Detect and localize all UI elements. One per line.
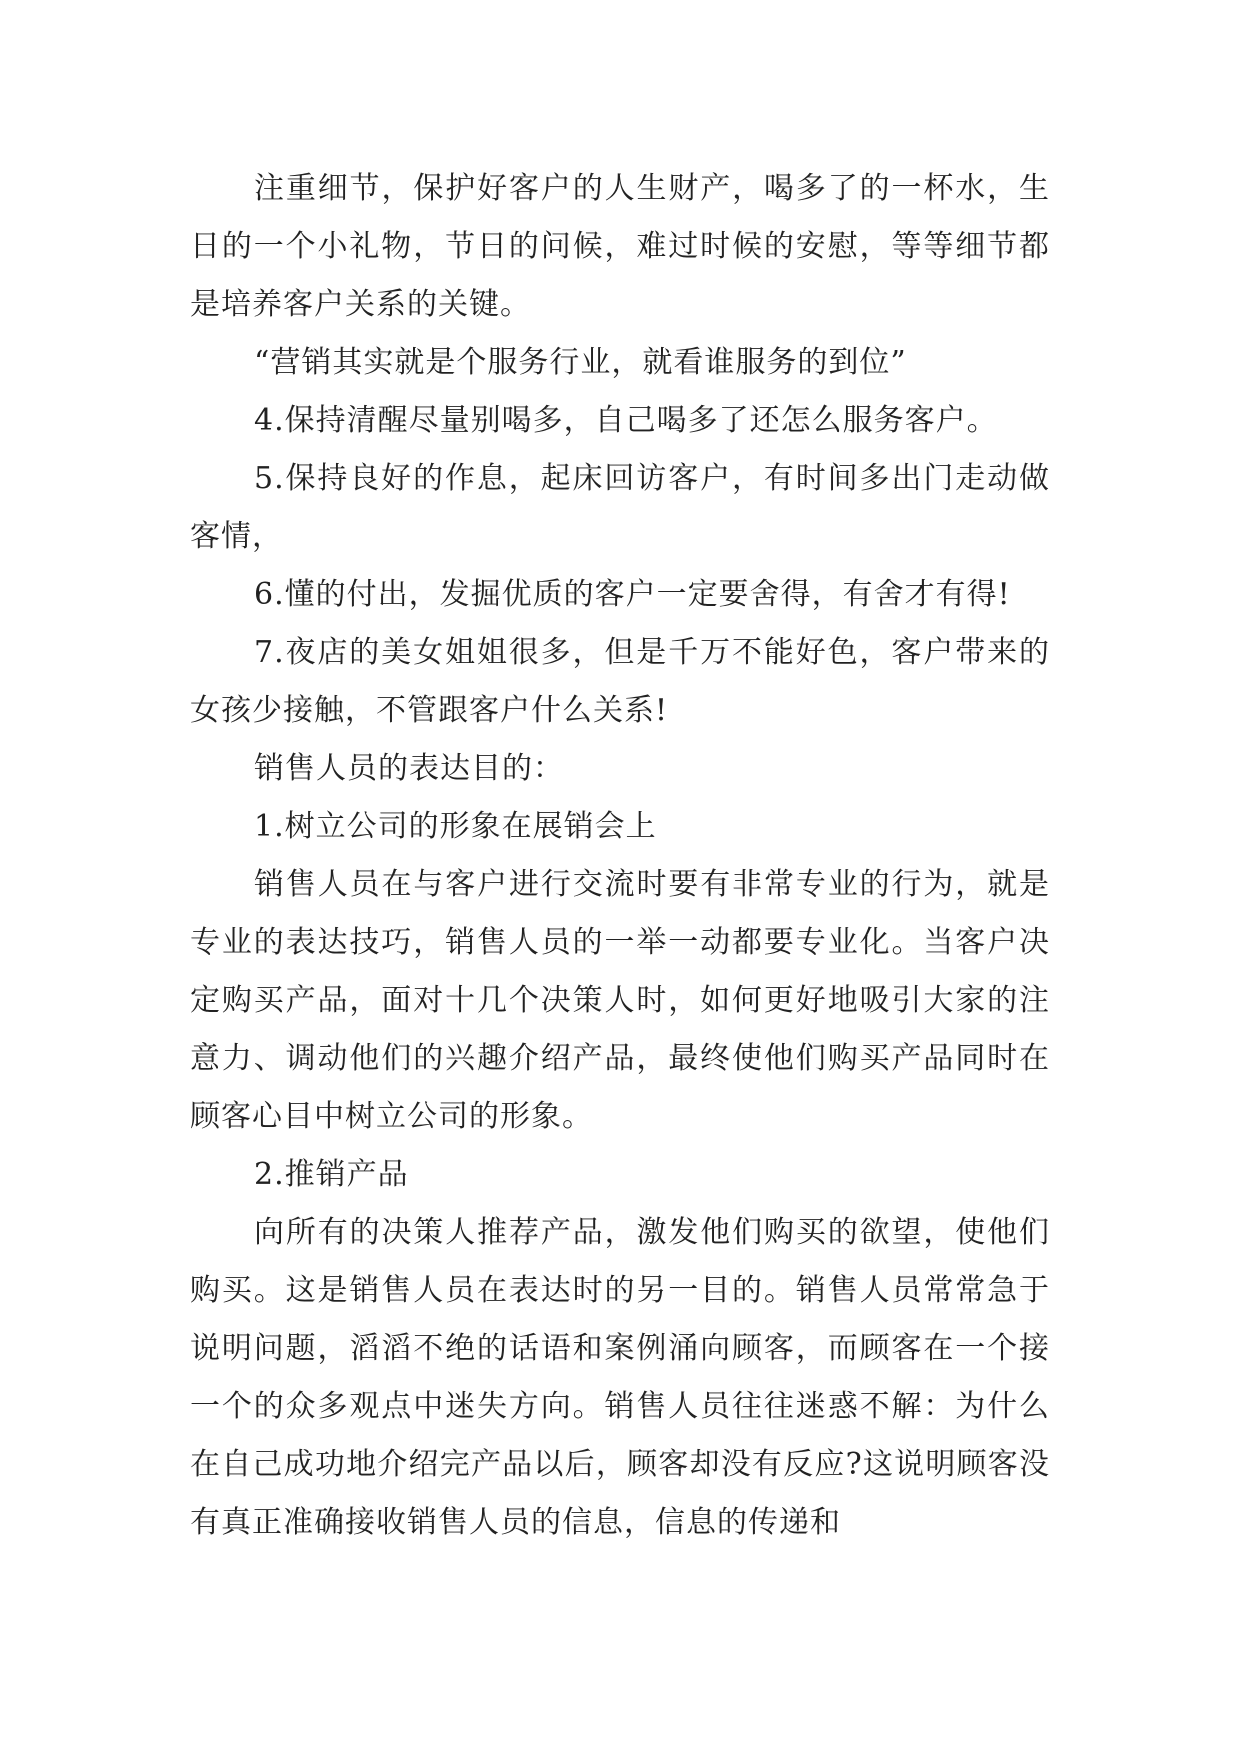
paragraph-service-quote: “营销其实就是个服务行业，就看谁服务的到位” [254,345,907,380]
paragraph-company-image: 销售人员在与客户进行交流时要有非常专业的行为，就是专业的表达技巧，销售人员的一举一动都要专业化。当客户决定购买产品，面对十几个决策人时，如何更好地吸引大家的注意力、调动他们的兴趣介绍产品，最终使他们购买产品同时在顾客心目中树立公司的形象。 [190,867,1050,1134]
paragraph-attention-to-detail: 注重细节，保护好客户的人生财产，喝多了的一杯水，生日的一个小礼物，节日的问候，难过时候的安慰，等等细节都是培养客户关系的关键。 [190,171,1050,322]
document-body [190,160,1050,1552]
paragraph-item-6: 6.懂的付出，发掘优质的客户一定要舍得，有舍才有得! [254,577,1011,612]
subheading-company-image: 1.树立公司的形象在展销会上 [254,809,657,844]
paragraph-promote-product: 向所有的决策人推荐产品，激发他们购买的欲望，使他们购买。这是销售人员在表达时的另一目的。销售人员常常急于说明问题，滔滔不绝的话语和案例涌向顾客，而顾客在一个接一个的众多观点中迷失方向。销售人员往往迷惑不解：为什么在自己成功地介绍完产品以后，顾客却没有反应?这说明顾客没有真正准确接收销售人员的信息，信息的传递和 [190,1215,1050,1540]
paragraph-item-4: 4.保持清醒尽量别喝多，自己喝多了还怎么服务客户。 [254,403,998,438]
paragraph-item-7: 7.夜店的美女姐姐很多，但是千万不能好色，客户带来的女孩少接触，不管跟客户什么关系! [190,635,1050,728]
section-heading-expression-goals: 销售人员的表达目的： [254,751,564,786]
subheading-promote-product: 2.推销产品 [254,1157,409,1192]
paragraph-item-5: 5.保持良好的作息，起床回访客户，有时间多出门走动做客情， [190,461,1050,554]
